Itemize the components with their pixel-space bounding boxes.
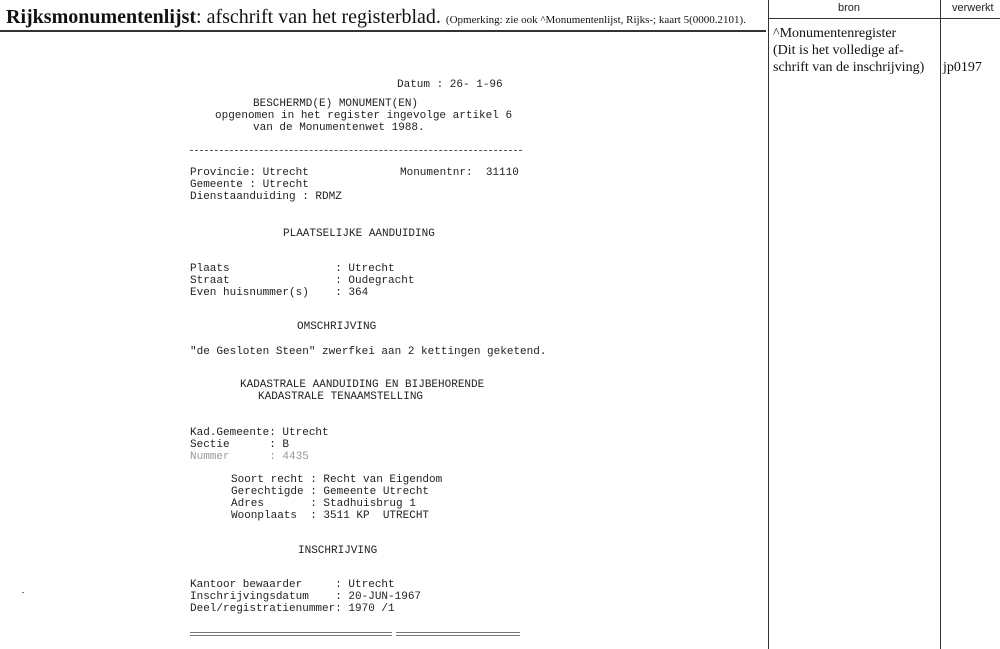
- dienstaanduiding: Dienstaanduiding : RDMZ: [190, 191, 342, 203]
- verwerkt-value: jp0197: [943, 60, 982, 75]
- dashed-separator: [190, 150, 522, 151]
- section-title: OMSCHRIJVING: [297, 321, 377, 333]
- double-separator: [396, 632, 520, 636]
- section-title: INSCHRIJVING: [298, 545, 378, 557]
- section-title: PLAATSELIJKE AANDUIDING: [283, 228, 435, 240]
- double-separator: [190, 632, 392, 636]
- heading-line: opgenomen in het register ingevolge artikel 6: [215, 110, 513, 122]
- scan-speck: [22, 592, 24, 593]
- title-underline: [0, 30, 766, 32]
- bron-line: (Dit is het volledige af-: [773, 43, 904, 58]
- kantoor-bewaarder: Kantoor bewaarder : Utrecht: [190, 579, 395, 591]
- column-divider: [940, 0, 941, 649]
- page-title: [6, 6, 746, 29]
- column-divider: [768, 0, 769, 649]
- registratienummer: Deel/registratienummer: 1970 /1: [190, 603, 395, 615]
- provincie: Provincie: Utrecht: [190, 167, 309, 179]
- section-title: KADASTRALE AANDUIDING EN BIJBEHORENDE: [240, 379, 485, 391]
- inschrijvingsdatum: Inschrijvingsdatum : 20-JUN-1967: [190, 591, 422, 603]
- gerechtigde: Gerechtigde : Gemeente Utrecht: [231, 486, 430, 498]
- column-header-verwerkt: verwerkt: [952, 2, 994, 14]
- title-rest: : afschrift van het registerblad.: [196, 6, 441, 28]
- column-header-bron: bron: [838, 2, 861, 14]
- bron-line: ^Monumentenregister: [773, 26, 897, 41]
- datum: Datum : 26- 1-96: [397, 79, 503, 91]
- heading-line: BESCHERMD(E) MONUMENT(EN): [253, 98, 419, 110]
- huisnummer: Even huisnummer(s) : 364: [190, 287, 369, 299]
- straat: Straat : Oudegracht: [190, 275, 415, 287]
- nummer: Nummer : 4435: [190, 451, 309, 463]
- woonplaats: Woonplaats : 3511 KP UTRECHT: [231, 510, 430, 522]
- kad-gemeente: Kad.Gemeente: Utrecht: [190, 427, 329, 439]
- bron-line: schrift van de inschrijving): [773, 60, 925, 75]
- monumentnr: Monumentnr: 31110: [400, 167, 519, 179]
- table-header-line: [768, 18, 1000, 19]
- sectie: Sectie : B: [190, 439, 290, 451]
- plaats: Plaats : Utrecht: [190, 263, 395, 275]
- omschrijving: "de Gesloten Steen" zwerfkei aan 2 kettingen geketend.: [190, 346, 547, 358]
- soort-recht: Soort recht : Recht van Eigendom: [231, 474, 443, 486]
- adres: Adres : Stadhuisbrug 1: [231, 498, 416, 510]
- heading-line: van de Monumentenwet 1988.: [253, 122, 425, 134]
- gemeente: Gemeente : Utrecht: [190, 179, 309, 191]
- section-title: KADASTRALE TENAAMSTELLING: [258, 391, 424, 403]
- title-bold: Rijksmonumentenlijst: [6, 6, 197, 28]
- title-note: (Opmerking: zie ook ^Monumentenlijst, Rijks-; kaart 5(0000.2101).: [445, 14, 746, 26]
